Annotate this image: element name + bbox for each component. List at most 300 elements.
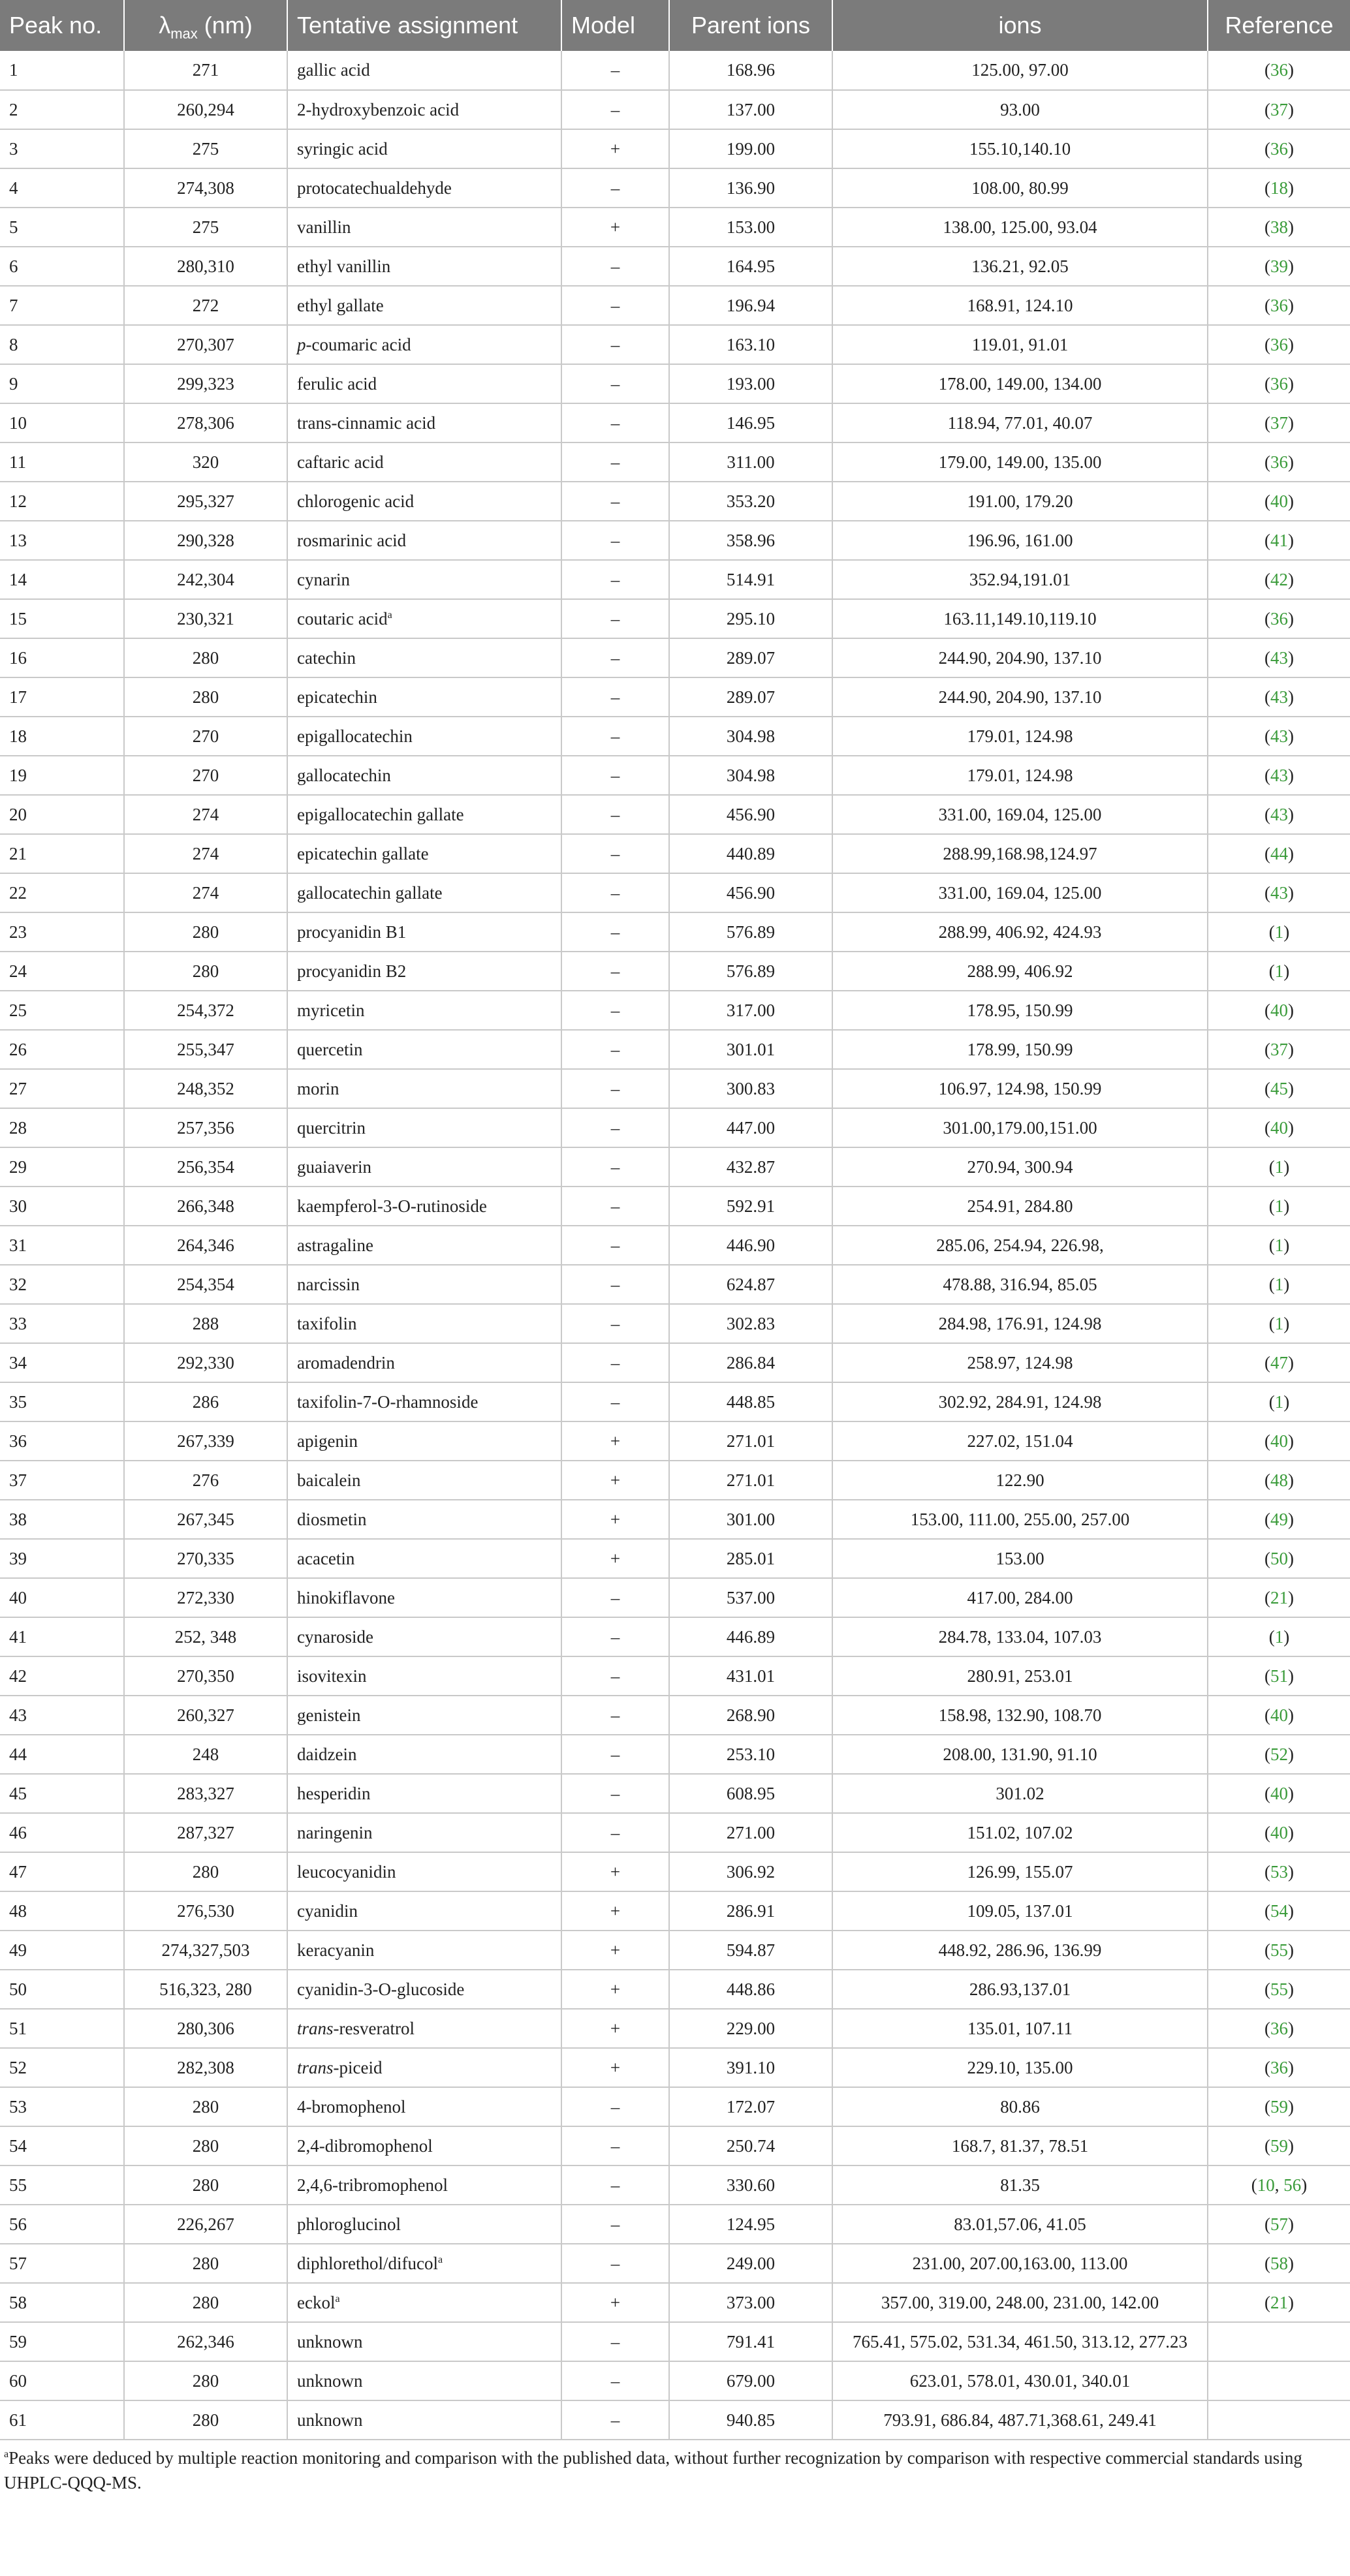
parent-ion-cell: 229.00 — [669, 2009, 832, 2048]
reference-link[interactable]: 21 — [1270, 2292, 1288, 2312]
reference-link[interactable]: 40 — [1270, 1431, 1288, 1451]
reference-link[interactable]: 40 — [1270, 491, 1288, 511]
assignment-cell — [287, 1461, 561, 1500]
assignment-name: -piceid — [333, 2057, 383, 2077]
parent-ion-cell: 196.94 — [669, 286, 832, 325]
parent-ion-cell: 353.20 — [669, 482, 832, 521]
reference-close-paren: ) — [1288, 1587, 1294, 1607]
reference-link[interactable]: 40 — [1270, 1117, 1288, 1138]
assignment-cell — [287, 599, 561, 638]
lambda-max-cell: 270,350 — [124, 1656, 287, 1696]
reference-link[interactable]: 40 — [1270, 1705, 1288, 1725]
assignment-cell — [287, 90, 561, 129]
reference-cell — [1208, 1500, 1350, 1539]
parent-ion-cell: 431.01 — [669, 1656, 832, 1696]
table-row — [0, 560, 1350, 599]
model-cell: – — [561, 1382, 669, 1421]
reference-close-paren: ) — [1283, 1274, 1290, 1294]
reference-link[interactable]: 36 — [1270, 608, 1288, 628]
footnote-marker: a — [335, 2293, 340, 2304]
reference-cell — [1208, 364, 1350, 403]
assignment-cell — [287, 247, 561, 286]
assignment-cell — [287, 1891, 561, 1931]
footnote-text: Peaks were deduced by multiple reaction monitoring and comparison with the published data, without further recognization by comparison with respective commercial standards using UHPLC-QQQ-MS. — [4, 2448, 1302, 2492]
model-cell: – — [561, 247, 669, 286]
reference-link[interactable]: 56 — [1283, 2175, 1302, 2195]
reference-close-paren: ) — [1288, 2057, 1294, 2077]
peak-number-cell: 61 — [0, 2400, 124, 2440]
lambda-max-cell: 274 — [124, 795, 287, 834]
table-row — [0, 364, 1350, 403]
lambda-max-cell: 276,530 — [124, 1891, 287, 1931]
reference-link[interactable]: 37 — [1270, 1039, 1288, 1059]
parent-ion-cell: 514.91 — [669, 560, 832, 599]
reference-open-paren: ( — [1264, 295, 1270, 315]
lambda-max-cell: 280 — [124, 638, 287, 677]
ions-cell: 80.86 — [832, 2087, 1208, 2126]
table-row — [0, 2283, 1350, 2322]
reference-link[interactable]: 1 — [1274, 922, 1284, 942]
table-row — [0, 1813, 1350, 1852]
parent-ion-cell: 330.60 — [669, 2165, 832, 2205]
parent-ion-cell: 301.00 — [669, 1500, 832, 1539]
table-header — [0, 0, 1350, 51]
model-cell: – — [561, 873, 669, 912]
assignment-name: narcissin — [297, 1274, 360, 1294]
assignment-cell — [287, 1147, 561, 1187]
lambda-max-cell: 282,308 — [124, 2048, 287, 2087]
lambda-max-cell: 264,346 — [124, 1226, 287, 1265]
reference-link[interactable]: 53 — [1270, 1861, 1288, 1882]
reference-close-paren: ) — [1288, 1548, 1294, 1568]
model-cell: – — [561, 1696, 669, 1735]
reference-open-paren: ( — [1264, 1078, 1270, 1098]
reference-close-paren: ) — [1288, 217, 1294, 237]
peak-number-cell: 30 — [0, 1187, 124, 1226]
table-row — [0, 1461, 1350, 1500]
assignment-name: diphlorethol/difucol — [297, 2253, 438, 2273]
model-cell: – — [561, 795, 669, 834]
header-assignment: Tentative assignment — [287, 0, 561, 51]
assignment-name: protocatechualdehyde — [297, 178, 452, 198]
assignment-cell — [287, 795, 561, 834]
reference-link[interactable]: 43 — [1270, 647, 1288, 668]
reference-link[interactable]: 55 — [1270, 1979, 1288, 1999]
ions-cell: 83.01,57.06, 41.05 — [832, 2205, 1208, 2244]
table-row — [0, 482, 1350, 521]
peak-number-cell: 16 — [0, 638, 124, 677]
parent-ion-cell: 286.84 — [669, 1343, 832, 1382]
lambda-max-cell: 230,321 — [124, 599, 287, 638]
ions-cell: 81.35 — [832, 2165, 1208, 2205]
lambda-max-cell: 286 — [124, 1382, 287, 1421]
reference-close-paren: ) — [1288, 1783, 1294, 1803]
ions-cell: 135.01, 107.11 — [832, 2009, 1208, 2048]
lambda-max-cell: 270,335 — [124, 1539, 287, 1578]
peak-number-cell: 18 — [0, 717, 124, 756]
reference-link[interactable]: 1 — [1274, 1156, 1284, 1177]
ions-cell: 136.21, 92.05 — [832, 247, 1208, 286]
assignment-name: daidzein — [297, 1744, 357, 1764]
ions-cell: 208.00, 131.90, 91.10 — [832, 1735, 1208, 1774]
reference-link[interactable]: 59 — [1270, 2135, 1288, 2156]
lambda-max-cell: 254,372 — [124, 991, 287, 1030]
assignment-name: aromadendrin — [297, 1352, 395, 1373]
lambda-max-cell: 280 — [124, 2165, 287, 2205]
parent-ion-cell: 268.90 — [669, 1696, 832, 1735]
reference-cell — [1208, 482, 1350, 521]
ions-cell: 168.91, 124.10 — [832, 286, 1208, 325]
peak-number-cell: 19 — [0, 756, 124, 795]
model-cell: – — [561, 834, 669, 873]
table-row — [0, 1578, 1350, 1617]
reference-cell — [1208, 1069, 1350, 1108]
parent-ion-cell: 271.01 — [669, 1421, 832, 1461]
peak-number-cell: 40 — [0, 1578, 124, 1617]
reference-close-paren: ) — [1288, 491, 1294, 511]
assignment-name: cynarin — [297, 569, 350, 589]
peak-number-cell: 11 — [0, 442, 124, 482]
reference-close-paren: ) — [1288, 530, 1294, 550]
table-row — [0, 2322, 1350, 2361]
reference-close-paren: ) — [1288, 1039, 1294, 1059]
peak-number-cell: 26 — [0, 1030, 124, 1069]
ions-cell: 191.00, 179.20 — [832, 482, 1208, 521]
reference-link[interactable]: 37 — [1270, 99, 1288, 119]
reference-link[interactable]: 39 — [1270, 256, 1288, 276]
reference-close-paren: ) — [1288, 178, 1294, 198]
model-cell: – — [561, 1108, 669, 1147]
reference-open-paren: ( — [1264, 608, 1270, 628]
table-row — [0, 1617, 1350, 1656]
reference-link[interactable]: 1 — [1274, 961, 1284, 981]
reference-link[interactable]: 36 — [1270, 373, 1288, 394]
table-row — [0, 795, 1350, 834]
peak-number-cell: 15 — [0, 599, 124, 638]
table-row — [0, 90, 1350, 129]
reference-link[interactable]: 43 — [1270, 804, 1288, 824]
model-cell: – — [561, 1147, 669, 1187]
reference-link[interactable]: 36 — [1270, 334, 1288, 354]
model-cell: – — [561, 325, 669, 364]
lambda-max-cell: 267,339 — [124, 1421, 287, 1461]
reference-cell — [1208, 1774, 1350, 1813]
reference-cell — [1208, 1696, 1350, 1735]
assignment-cell — [287, 521, 561, 560]
peak-number-cell: 60 — [0, 2361, 124, 2400]
lambda-unit: (nm) — [197, 12, 253, 39]
assignment-cell — [287, 2126, 561, 2165]
lambda-subscript: max — [170, 25, 198, 42]
lambda-max-cell: 260,294 — [124, 90, 287, 129]
reference-open-paren: ( — [1264, 452, 1270, 472]
reference-cell — [1208, 1891, 1350, 1931]
assignment-name: eckol — [297, 2292, 336, 2312]
reference-link[interactable]: 49 — [1270, 1509, 1288, 1529]
reference-link[interactable]: 10 — [1257, 2175, 1275, 2195]
reference-cell — [1208, 247, 1350, 286]
lambda-max-cell: 272,330 — [124, 1578, 287, 1617]
reference-cell — [1208, 1735, 1350, 1774]
reference-cell — [1208, 129, 1350, 168]
peak-number-cell: 45 — [0, 1774, 124, 1813]
lambda-max-cell: 280 — [124, 2126, 287, 2165]
reference-link[interactable]: 40 — [1270, 1000, 1288, 1020]
model-cell: – — [561, 364, 669, 403]
reference-link[interactable]: 59 — [1270, 2096, 1288, 2117]
reference-open-paren: ( — [1264, 334, 1270, 354]
reference-cell — [1208, 1539, 1350, 1578]
lambda-max-cell: 280,310 — [124, 247, 287, 286]
assignment-cell — [287, 1774, 561, 1813]
assignment-name: diosmetin — [297, 1509, 367, 1529]
lambda-max-cell: 270,307 — [124, 325, 287, 364]
ions-cell: 244.90, 204.90, 137.10 — [832, 677, 1208, 717]
reference-link[interactable]: 21 — [1270, 1587, 1288, 1607]
reference-open-paren: ( — [1264, 2018, 1270, 2038]
reference-open-paren: ( — [1264, 1940, 1270, 1960]
model-cell: + — [561, 2048, 669, 2087]
reference-close-paren: ) — [1288, 373, 1294, 394]
reference-open-paren: ( — [1264, 2057, 1270, 2077]
parent-ion-cell: 164.95 — [669, 247, 832, 286]
reference-link[interactable]: 55 — [1270, 1940, 1288, 1960]
reference-cell — [1208, 560, 1350, 599]
assignment-cell — [287, 1852, 561, 1891]
assignment-cell — [287, 51, 561, 90]
ions-cell: 258.97, 124.98 — [832, 1343, 1208, 1382]
lambda-max-cell: 248 — [124, 1735, 287, 1774]
table-row — [0, 2009, 1350, 2048]
ions-cell: 448.92, 286.96, 136.99 — [832, 1931, 1208, 1970]
reference-open-paren: ( — [1264, 1666, 1270, 1686]
reference-link[interactable]: 57 — [1270, 2214, 1288, 2234]
peak-number-cell: 48 — [0, 1891, 124, 1931]
parent-ion-cell: 358.96 — [669, 521, 832, 560]
assignment-name: -resveratrol — [333, 2018, 415, 2038]
reference-open-paren: ( — [1268, 1391, 1275, 1412]
peak-number-cell: 52 — [0, 2048, 124, 2087]
reference-close-paren: ) — [1288, 99, 1294, 119]
reference-close-paren: ) — [1288, 1470, 1294, 1490]
assignment-cell — [287, 1931, 561, 1970]
ions-cell: 178.00, 149.00, 134.00 — [832, 364, 1208, 403]
parent-ion-cell: 432.87 — [669, 1147, 832, 1187]
reference-link[interactable]: 36 — [1270, 60, 1288, 80]
peak-number-cell: 37 — [0, 1461, 124, 1500]
reference-cell — [1208, 286, 1350, 325]
table-row — [0, 286, 1350, 325]
parent-ion-cell: 286.91 — [669, 1891, 832, 1931]
parent-ion-cell: 289.07 — [669, 677, 832, 717]
lambda-max-cell: 276 — [124, 1461, 287, 1500]
reference-close-paren: ) — [1288, 2214, 1294, 2234]
reference-close-paren: ) — [1288, 2253, 1294, 2273]
reference-link[interactable]: 42 — [1270, 569, 1288, 589]
assignment-cell — [287, 403, 561, 442]
model-cell: – — [561, 1069, 669, 1108]
reference-open-paren: ( — [1264, 1509, 1270, 1529]
table-row — [0, 1147, 1350, 1187]
reference-link[interactable]: 43 — [1270, 687, 1288, 707]
table-row — [0, 442, 1350, 482]
assignment-name: trans-cinnamic acid — [297, 412, 436, 433]
ions-cell: 301.02 — [832, 1774, 1208, 1813]
model-cell: – — [561, 1813, 669, 1852]
reference-close-paren: ) — [1283, 1235, 1290, 1255]
reference-link[interactable]: 43 — [1270, 882, 1288, 903]
assignment-cell — [287, 2283, 561, 2322]
table-row — [0, 1852, 1350, 1891]
peak-number-cell: 20 — [0, 795, 124, 834]
table-row — [0, 756, 1350, 795]
reference-link[interactable]: 51 — [1270, 1666, 1288, 1686]
parent-ion-cell: 304.98 — [669, 717, 832, 756]
ions-cell: 106.97, 124.98, 150.99 — [832, 1069, 1208, 1108]
table-row — [0, 1030, 1350, 1069]
table-row — [0, 1187, 1350, 1226]
assignment-cell — [287, 1030, 561, 1069]
reference-open-paren: ( — [1268, 1156, 1275, 1177]
reference-link[interactable]: 36 — [1270, 295, 1288, 315]
peak-number-cell: 53 — [0, 2087, 124, 2126]
reference-link[interactable]: 44 — [1270, 843, 1288, 863]
reference-open-paren: ( — [1264, 1470, 1270, 1490]
reference-link[interactable]: 1 — [1274, 1235, 1284, 1255]
assignment-name: unknown — [297, 2410, 363, 2430]
assignment-name: morin — [297, 1078, 339, 1098]
reference-open-paren: ( — [1264, 256, 1270, 276]
reference-link[interactable]: 43 — [1270, 765, 1288, 785]
reference-link[interactable]: 58 — [1270, 2253, 1288, 2273]
reference-close-paren: ) — [1288, 608, 1294, 628]
reference-link[interactable]: 36 — [1270, 2057, 1288, 2077]
reference-link[interactable]: 1 — [1274, 1313, 1284, 1333]
reference-link[interactable]: 36 — [1270, 452, 1288, 472]
reference-link[interactable]: 40 — [1270, 1783, 1288, 1803]
reference-close-paren: ) — [1288, 687, 1294, 707]
assignment-name: catechin — [297, 647, 356, 668]
peak-number-cell: 32 — [0, 1265, 124, 1304]
assignment-name: hesperidin — [297, 1783, 371, 1803]
peak-number-cell: 33 — [0, 1304, 124, 1343]
reference-open-paren: ( — [1264, 687, 1270, 707]
lambda-max-cell: 266,348 — [124, 1187, 287, 1226]
assignment-name: cyanidin-3-O-glucoside — [297, 1979, 465, 1999]
ions-cell: 126.99, 155.07 — [832, 1852, 1208, 1891]
parent-ion-cell: 306.92 — [669, 1852, 832, 1891]
reference-cell — [1208, 1265, 1350, 1304]
reference-open-paren: ( — [1264, 2292, 1270, 2312]
reference-link[interactable]: 43 — [1270, 726, 1288, 746]
table-row — [0, 834, 1350, 873]
reference-link[interactable]: 1 — [1274, 1626, 1284, 1647]
ions-cell: 229.10, 135.00 — [832, 2048, 1208, 2087]
reference-link[interactable]: 45 — [1270, 1078, 1288, 1098]
footnote-mark: a — [4, 2449, 9, 2460]
parent-ion-cell: 446.89 — [669, 1617, 832, 1656]
ions-cell: 284.78, 133.04, 107.03 — [832, 1617, 1208, 1656]
reference-close-paren: ) — [1288, 1117, 1294, 1138]
reference-cell — [1208, 638, 1350, 677]
ions-cell: 288.99, 406.92, 424.93 — [832, 912, 1208, 952]
reference-link[interactable]: 36 — [1270, 2018, 1288, 2038]
reference-link[interactable]: 38 — [1270, 217, 1288, 237]
parent-ion-cell: 301.01 — [669, 1030, 832, 1069]
reference-close-paren: ) — [1288, 295, 1294, 315]
reference-close-paren: ) — [1283, 1626, 1290, 1647]
assignment-italic-prefix: trans — [297, 2018, 334, 2038]
reference-close-paren: ) — [1288, 2018, 1294, 2038]
assignment-cell — [287, 1970, 561, 2009]
table-row — [0, 1226, 1350, 1265]
ions-cell: 286.93,137.01 — [832, 1970, 1208, 2009]
model-cell: – — [561, 1187, 669, 1226]
peak-number-cell: 51 — [0, 2009, 124, 2048]
reference-link[interactable]: 36 — [1270, 138, 1288, 159]
lambda-max-cell: 320 — [124, 442, 287, 482]
reference-link[interactable]: 18 — [1270, 178, 1288, 198]
table-row — [0, 717, 1350, 756]
reference-close-paren: ) — [1288, 1940, 1294, 1960]
parent-ion-cell: 124.95 — [669, 2205, 832, 2244]
reference-link[interactable]: 1 — [1274, 1391, 1284, 1412]
reference-open-paren: ( — [1264, 1000, 1270, 1020]
reference-cell — [1208, 1226, 1350, 1265]
reference-cell — [1208, 51, 1350, 90]
ions-cell: 153.00 — [832, 1539, 1208, 1578]
header-lambda-max — [124, 0, 287, 51]
reference-link[interactable]: 47 — [1270, 1352, 1288, 1373]
lambda-max-cell: 280 — [124, 2400, 287, 2440]
assignment-cell — [287, 2400, 561, 2440]
table-row — [0, 521, 1350, 560]
reference-open-paren: ( — [1264, 2253, 1270, 2273]
peak-number-cell: 12 — [0, 482, 124, 521]
assignment-name: 4-bromophenol — [297, 2096, 406, 2117]
reference-link[interactable]: 41 — [1270, 530, 1288, 550]
model-cell: – — [561, 482, 669, 521]
reference-link[interactable]: 52 — [1270, 1744, 1288, 1764]
reference-link[interactable]: 48 — [1270, 1470, 1288, 1490]
reference-cell — [1208, 795, 1350, 834]
peak-number-cell: 34 — [0, 1343, 124, 1382]
reference-close-paren: ) — [1288, 765, 1294, 785]
reference-link[interactable]: 54 — [1270, 1901, 1288, 1921]
reference-open-paren: ( — [1264, 1587, 1270, 1607]
parent-ion-cell: 624.87 — [669, 1265, 832, 1304]
ions-cell: 417.00, 284.00 — [832, 1578, 1208, 1617]
assignment-name: genistein — [297, 1705, 361, 1725]
reference-link[interactable]: 1 — [1274, 1274, 1284, 1294]
peak-number-cell: 2 — [0, 90, 124, 129]
reference-link[interactable]: 1 — [1274, 1196, 1284, 1216]
peak-number-cell: 13 — [0, 521, 124, 560]
lambda-max-cell: 280 — [124, 2361, 287, 2400]
model-cell: + — [561, 129, 669, 168]
parent-ion-cell: 295.10 — [669, 599, 832, 638]
reference-link[interactable]: 40 — [1270, 1822, 1288, 1842]
assignment-cell — [287, 1382, 561, 1421]
assignment-name: epicatechin gallate — [297, 843, 429, 863]
reference-link[interactable]: 50 — [1270, 1548, 1288, 1568]
lambda-max-cell: 292,330 — [124, 1343, 287, 1382]
table-row — [0, 1970, 1350, 2009]
reference-cell — [1208, 834, 1350, 873]
reference-close-paren: ) — [1288, 1861, 1294, 1882]
reference-link[interactable]: 37 — [1270, 412, 1288, 433]
reference-cell — [1208, 2283, 1350, 2322]
